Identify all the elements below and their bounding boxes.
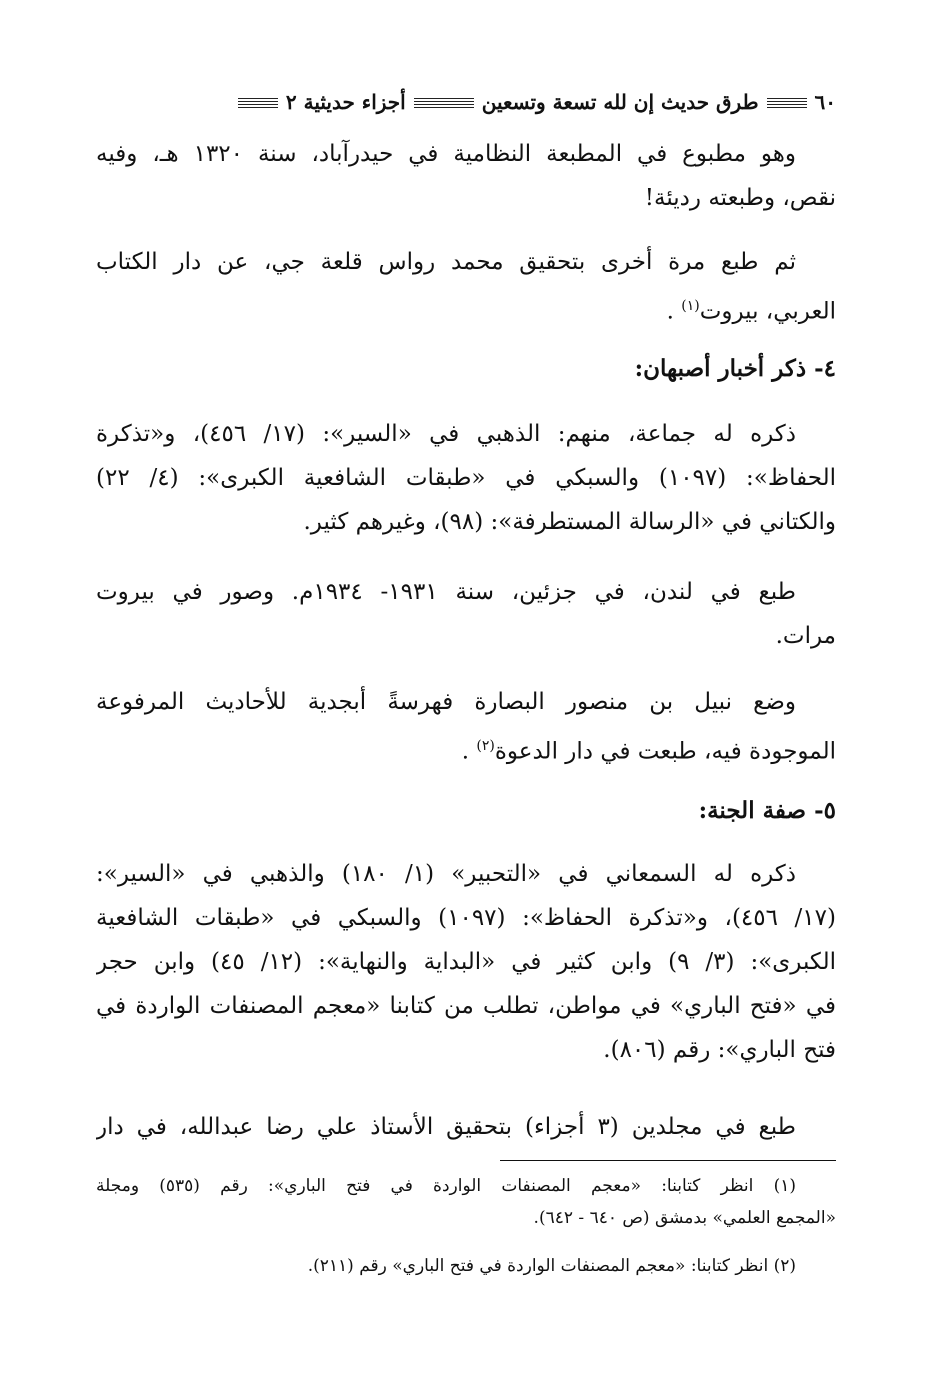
text-line: (١٧/ ٤٥٦)، و«تذكرة الحفاظ»: (١٠٩٧) والسبكي في «طبقات الشافعية	[96, 905, 836, 931]
footnote-ref: (٢)	[476, 738, 495, 754]
footnote-line: (١) انظر كتابنا: «معجم المصنفات الواردة في فتح الباري»: رقم (٥٣٥) ومجلة	[96, 1176, 796, 1196]
paragraph-4	[96, 570, 836, 658]
header-rule	[414, 97, 474, 108]
text-line	[96, 724, 836, 774]
page-number: ٦٠	[814, 90, 836, 114]
paragraph-2	[96, 240, 836, 334]
text-line: طبع في مجلدين (٣ أجزاء) بتحقيق الأستاذ علي رضا عبدالله، في دار	[96, 1114, 796, 1140]
line-text: العربي، بيروت	[699, 298, 836, 325]
footnote-ref: (١)	[681, 298, 700, 314]
chapter-title: طرق حديث إن لله تسعة وتسعين	[481, 90, 759, 114]
line-end: .	[461, 738, 470, 765]
text-line: الكبرى»: (٣/ ٩) وابن كثير في «البداية والنهاية»: (١٢/ ٤٥) وابن حجر	[96, 949, 836, 975]
footnote-line: «المجمع العلمي» بدمشق (ص ٦٤٠ - ٦٤٢).	[533, 1208, 836, 1228]
text-line: ذكره له جماعة، منهم: الذهبي في «السير»: (١٧/ ٤٥٦)، و«تذكرة	[96, 421, 796, 447]
text-line: ثم طبع مرة أخرى بتحقيق محمد رواس قلعة جي، عن دار الكتاب	[96, 249, 796, 275]
paragraph-5	[96, 680, 836, 774]
paragraph-1	[96, 132, 836, 220]
text-line: في «فتح الباري» في مواطن، تطلب من كتابنا «معجم المصنفات الواردة في	[96, 993, 836, 1019]
header-rule	[767, 97, 807, 108]
text-line: وهو مطبوع في المطبعة النظامية في حيدرآباد، سنة ١٣٢٠ هـ، وفيه	[96, 141, 796, 167]
section-heading-4: ٤- ذكر أخبار أصبهان:	[634, 355, 836, 382]
text-line: نقص، وطبعته رديئة!	[644, 185, 836, 211]
paragraph-3	[96, 412, 836, 544]
text-line: والكتاني في «الرسالة المستطرفة»: (٩٨)، وغيرهم كثير.	[303, 509, 836, 535]
book-title: أجزاء حديثية ٢	[285, 90, 406, 114]
text-line: وضع نبيل بن منصور البصارة فهرسةً أبجدية للأحاديث المرفوعة	[96, 689, 796, 715]
text-line	[96, 284, 836, 334]
footnote-2	[96, 1250, 836, 1282]
footnote-1	[96, 1170, 836, 1234]
footnote-separator	[500, 1160, 836, 1161]
text-line: الحفاظ»: (١٠٩٧) والسبكي في «طبقات الشافعية الكبرى»: (٤/ ٢٢)	[96, 465, 836, 491]
section-heading-5: ٥- صفة الجنة:	[698, 797, 836, 824]
header-rule	[238, 97, 278, 108]
text-line: فتح الباري»: رقم (٨٠٦).	[603, 1037, 836, 1063]
footnote-line: (٢) انظر كتابنا: «معجم المصنفات الواردة في فتح الباري» رقم (٢١١).	[307, 1256, 796, 1276]
line-end: .	[666, 298, 674, 325]
paragraph-6	[96, 852, 836, 1072]
text-line: طبع في لندن، في جزئين، سنة ١٩٣١- ١٩٣٤م. وصور في بيروت	[96, 579, 796, 605]
running-header	[96, 82, 836, 122]
line-text: الموجودة فيه، طبعت في دار الدعوة	[494, 738, 836, 765]
text-line: مرات.	[775, 623, 836, 649]
text-line: ذكره له السمعاني في «التحبير» (١/ ١٨٠) والذهبي في «السير»:	[96, 861, 797, 887]
paragraph-7	[96, 1105, 836, 1149]
